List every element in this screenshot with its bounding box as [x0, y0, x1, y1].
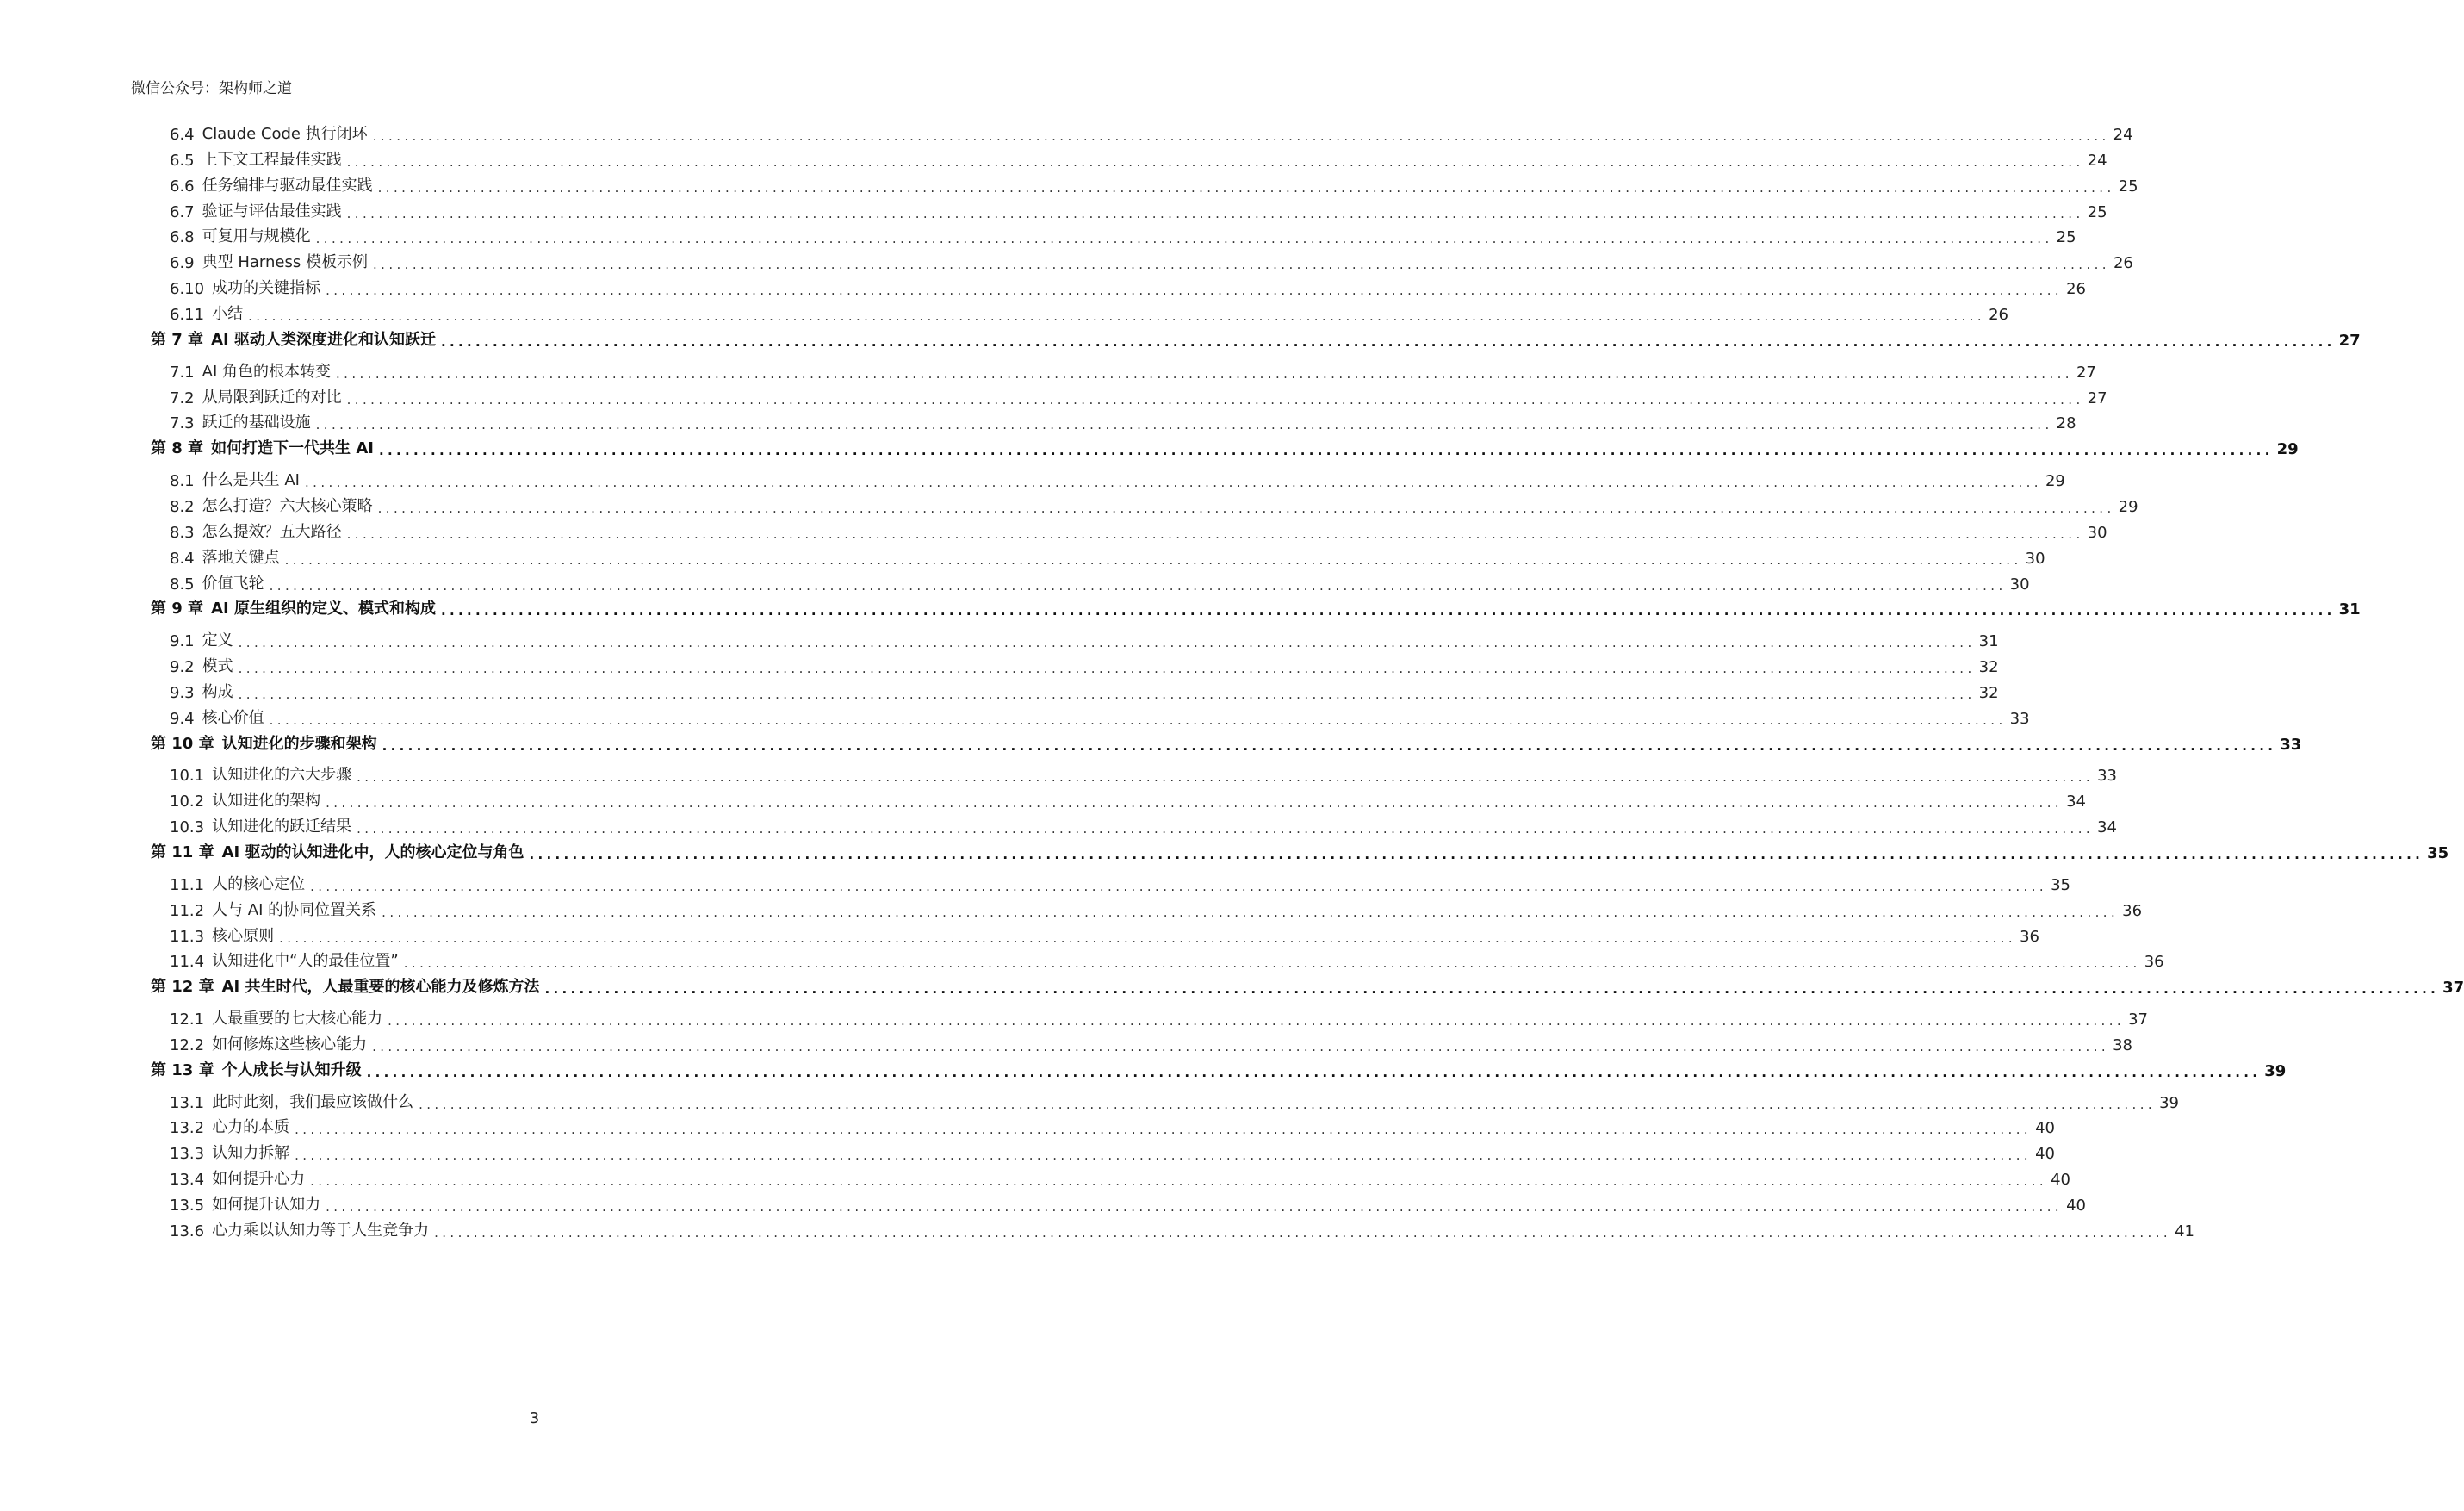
- toc-entry-title: Claude Code 执行闭环: [202, 125, 368, 143]
- toc-entry-title: 如何提升认知力: [212, 1196, 321, 1214]
- toc-section-entry[interactable]: [170, 785, 2086, 811]
- toc-entry-title: 怎么打造？六大核心策略: [202, 496, 373, 515]
- toc-section-entry[interactable]: [170, 221, 2076, 247]
- toc-dot-leader: ............................................................................................................................................................................................................................: [315, 417, 2053, 433]
- toc-entry-title: 从局限到跃迁的对比: [202, 388, 342, 407]
- toc-entry-title: 心力乘以认知力等于人生竞争力: [212, 1221, 430, 1240]
- toc-entry-title: 认知力拆解: [212, 1144, 290, 1163]
- toc-entry-page: 26: [1989, 306, 2008, 324]
- toc-dot-leader: ............................................................................................................................................................................................................................: [326, 1199, 2064, 1215]
- toc-dot-leader: ............................................................................................................................................................................................................................: [372, 128, 2110, 144]
- toc-section-entry[interactable]: [170, 490, 2138, 516]
- toc-entry-page: 36: [2020, 927, 2039, 946]
- toc-entry-page: 32: [1978, 658, 1999, 676]
- toc-entry-number: 11.1: [170, 875, 205, 894]
- toc-entry-title: 任务编排与驱动最佳实践: [202, 176, 373, 195]
- toc-entry-page: 37: [2128, 1010, 2148, 1029]
- toc-entry-number: 13.4: [170, 1171, 205, 1190]
- toc-entry-number: 9.3: [170, 683, 195, 702]
- page-number: 3: [529, 1409, 540, 1427]
- toc-entry-page: 27: [2338, 331, 2361, 350]
- toc-entry-title: 认知进化的架构: [212, 792, 321, 811]
- toc-entry-title: 可复用与规模化: [202, 227, 311, 246]
- toc-entry-title: 认知进化的步骤和架构: [221, 734, 377, 753]
- toc-entry-number: 8.1: [170, 472, 195, 491]
- toc-dot-leader: ............................................................................................................................................................................................................................: [382, 737, 2277, 754]
- toc-entry-page: 31: [1978, 632, 1999, 651]
- toc-entry-title: AI 驱动的认知进化中，人的核心定位与角色: [221, 843, 524, 861]
- toc-entry-number: 10.2: [170, 793, 205, 811]
- toc-section-entry[interactable]: [170, 407, 2076, 433]
- toc-entry-number: 9.4: [170, 709, 195, 728]
- toc-section-entry[interactable]: [170, 246, 2133, 273]
- toc-dot-leader: ............................................................................................................................................................................................................................: [269, 577, 2007, 594]
- toc-entry-number: 8.3: [170, 523, 195, 542]
- toc-entry-number: 7.1: [170, 363, 195, 382]
- toc-section-entry[interactable]: [170, 676, 1999, 702]
- toc-entry-title: 典型 Harness 模板示例: [202, 253, 368, 272]
- toc-entry-title: 个人成长与认知升级: [221, 1060, 362, 1079]
- toc-entry-page: 40: [2035, 1145, 2055, 1164]
- toc-entry-title: 跃迁的基础设施: [202, 414, 311, 432]
- toc-chapter-entry[interactable]: [151, 1054, 2287, 1080]
- toc-entry-title: AI 共生时代，人最重要的核心能力及修炼方法: [221, 978, 540, 997]
- toc-entry-number: 8.2: [170, 497, 195, 516]
- toc-dot-leader: ............................................................................................................................................................................................................................: [544, 981, 2440, 998]
- toc-entry-title: AI 角色的根本转变: [202, 362, 331, 381]
- toc-dot-leader: ............................................................................................................................................................................................................................: [269, 712, 2007, 728]
- toc-entry-title: 成功的关键指标: [212, 279, 321, 298]
- toc-entry-page: 36: [2122, 901, 2143, 920]
- toc-section-entry[interactable]: [170, 272, 2086, 299]
- toc-entry-number: 6.10: [170, 280, 205, 299]
- toc-section-entry[interactable]: [170, 170, 2138, 196]
- toc-section-entry[interactable]: [170, 1029, 2132, 1054]
- toc-entry-title: AI 驱动人类深度进化和认知跃迁: [211, 330, 436, 349]
- toc-chapter-entry[interactable]: [151, 971, 2464, 998]
- toc-entry-page: 36: [2144, 953, 2164, 972]
- toc-dot-leader: ............................................................................................................................................................................................................................: [346, 153, 2084, 170]
- toc-entry-page: 35: [2427, 844, 2449, 862]
- toc-entry-title: 定义: [202, 631, 233, 650]
- toc-section-entry[interactable]: [170, 811, 2117, 837]
- toc-entry-title: 人的核心定位: [212, 874, 306, 893]
- toc-section-entry[interactable]: [170, 542, 2045, 568]
- toc-section-entry[interactable]: [170, 568, 2030, 594]
- toc-section-entry[interactable]: [170, 356, 2096, 382]
- toc-entry-page: 29: [2118, 497, 2138, 516]
- toc-entry-page: 38: [2113, 1035, 2132, 1054]
- toc-entry-page: 29: [2276, 440, 2299, 459]
- toc-entry-page: 33: [2280, 735, 2302, 754]
- toc-entry-title: 核心价值: [202, 708, 264, 727]
- toc-entry-page: 24: [2087, 151, 2107, 170]
- toc-dot-leader: ............................................................................................................................................................................................................................: [346, 525, 2084, 542]
- toc-chapter-entry[interactable]: [151, 432, 2299, 459]
- toc-dot-leader: ............................................................................................................................................................................................................................: [346, 205, 2084, 221]
- toc-dot-leader: ............................................................................................................................................................................................................................: [248, 308, 1986, 324]
- toc-entry-number: 11.2: [170, 901, 205, 920]
- toc-entry-number: 10.1: [170, 767, 205, 786]
- toc-entry-number: 8.5: [170, 575, 195, 594]
- toc-entry-title: AI 原生组织的定义、模式和构成: [211, 600, 436, 619]
- toc-section-entry[interactable]: [170, 118, 2133, 144]
- toc-entry-number: 13.3: [170, 1145, 205, 1164]
- toc-section-entry[interactable]: [170, 516, 2107, 542]
- toc-dot-leader: ............................................................................................................................................................................................................................: [284, 551, 2022, 568]
- toc-entry-number: 13.2: [170, 1119, 205, 1138]
- toc-entry-page: 37: [2442, 979, 2464, 998]
- toc-dot-leader: ............................................................................................................................................................................................................................: [315, 231, 2053, 247]
- toc-dot-leader: ............................................................................................................................................................................................................................: [238, 686, 1976, 702]
- toc-dot-leader: ............................................................................................................................................................................................................................: [310, 1173, 2048, 1190]
- toc-dot-leader: ............................................................................................................................................................................................................................: [377, 500, 2115, 516]
- toc-entry-page: 35: [2051, 875, 2070, 894]
- toc-chapter-entry[interactable]: [151, 593, 2361, 619]
- toc-entry-title: 人最重要的七大核心能力: [212, 1010, 383, 1029]
- toc-dot-leader: ............................................................................................................................................................................................................................: [366, 1064, 2262, 1080]
- toc-entry-title: 验证与评估最佳实践: [202, 202, 342, 221]
- toc-dot-leader: ............................................................................................................................................................................................................................: [335, 365, 2073, 382]
- toc-entry-title: 认知进化中“人的最佳位置”: [212, 952, 399, 971]
- toc-entry-number: 6.8: [170, 228, 195, 247]
- toc-dot-leader: ............................................................................................................................................................................................................................: [529, 847, 2424, 862]
- toc-entry-number: 第 7 章: [151, 330, 204, 349]
- toc-entry-number: 第 13 章: [151, 1060, 214, 1079]
- toc-entry-page: 25: [2056, 228, 2076, 247]
- toc-entry-title: 如何提升心力: [212, 1170, 306, 1189]
- toc-dot-leader: ............................................................................................................................................................................................................................: [279, 930, 2017, 946]
- toc-dot-leader: ............................................................................................................................................................................................................................: [440, 603, 2336, 619]
- toc-dot-leader: ............................................................................................................................................................................................................................: [440, 333, 2336, 350]
- toc-entry-number: 第 10 章: [151, 734, 214, 753]
- toc-section-entry[interactable]: [170, 1215, 2194, 1241]
- toc-section-entry[interactable]: [170, 1137, 2055, 1164]
- toc-section-entry[interactable]: [170, 702, 2030, 728]
- toc-entry-number: 11.3: [170, 927, 205, 946]
- toc-entry-page: 24: [2113, 126, 2133, 144]
- toc-entry-number: 9.2: [170, 658, 195, 676]
- toc-entry-page: 27: [2076, 363, 2096, 382]
- toc-entry-number: 13.1: [170, 1093, 205, 1112]
- toc-entry-number: 第 9 章: [151, 600, 204, 619]
- toc-entry-page: 33: [2097, 767, 2117, 786]
- toc-section-entry[interactable]: [170, 1163, 2070, 1190]
- toc-dot-leader: ............................................................................................................................................................................................................................: [377, 179, 2115, 196]
- toc-entry-number: 6.5: [170, 151, 195, 170]
- toc-section-entry[interactable]: [170, 1003, 2148, 1029]
- toc-dot-leader: ............................................................................................................................................................................................................................: [326, 795, 2064, 811]
- toc-section-entry[interactable]: [170, 945, 2164, 972]
- toc-entry-page: 40: [2035, 1119, 2055, 1138]
- toc-dot-leader: ............................................................................................................................................................................................................................: [403, 955, 2141, 972]
- toc-dot-leader: ............................................................................................................................................................................................................................: [372, 1038, 2110, 1054]
- toc-entry-page: 25: [2087, 202, 2107, 221]
- toc-entry-page: 29: [2045, 472, 2065, 491]
- toc-entry-number: 6.9: [170, 254, 195, 273]
- toc-entry-number: 6.4: [170, 126, 195, 144]
- toc-entry-page: 28: [2056, 414, 2076, 433]
- toc-entry-number: 9.1: [170, 632, 195, 651]
- toc-entry-title: 心力的本质: [212, 1118, 290, 1137]
- toc-section-entry[interactable]: [170, 894, 2143, 920]
- toc-entry-number: 8.4: [170, 549, 195, 568]
- toc-entry-number: 7.2: [170, 389, 195, 407]
- toc-entry-number: 6.7: [170, 202, 195, 221]
- toc-dot-leader: ............................................................................................................................................................................................................................: [434, 1224, 2172, 1241]
- toc-entry-title: 如何打造下一代共生 AI: [211, 439, 374, 458]
- toc-dot-leader: ............................................................................................................................................................................................................................: [346, 391, 2084, 407]
- toc-entry-page: 30: [2087, 523, 2107, 542]
- toc-section-entry[interactable]: [170, 382, 2107, 407]
- toc-entry-page: 39: [2159, 1093, 2179, 1112]
- toc-entry-page: 26: [2066, 280, 2086, 299]
- toc-dot-leader: ............................................................................................................................................................................................................................: [304, 475, 2042, 491]
- toc-entry-page: 30: [2009, 575, 2030, 594]
- toc-dot-leader: ............................................................................................................................................................................................................................: [382, 904, 2120, 920]
- toc-entry-page: 25: [2118, 177, 2138, 196]
- toc-entry-number: 13.6: [170, 1222, 205, 1241]
- toc-dot-leader: ............................................................................................................................................................................................................................: [388, 1013, 2126, 1029]
- toc-dot-leader: ............................................................................................................................................................................................................................: [295, 1122, 2033, 1138]
- toc-chapter-entry[interactable]: [151, 324, 2361, 350]
- toc-entry-page: 34: [2097, 818, 2117, 837]
- toc-entry-title: 价值飞轮: [202, 574, 264, 593]
- toc-entry-page: 33: [2009, 709, 2030, 728]
- toc-entry-number: 6.11: [170, 306, 205, 324]
- toc-entry-page: 40: [2051, 1171, 2070, 1190]
- toc-dot-leader: ............................................................................................................................................................................................................................: [310, 878, 2048, 894]
- toc-entry-page: 41: [2175, 1222, 2194, 1241]
- toc-entry-number: 11.4: [170, 953, 205, 972]
- toc-section-entry[interactable]: [170, 1111, 2055, 1138]
- toc-dot-leader: ............................................................................................................................................................................................................................: [326, 283, 2064, 299]
- toc-section-entry[interactable]: [170, 650, 1999, 676]
- toc-entry-number: 6.6: [170, 177, 195, 196]
- toc-section-entry[interactable]: [170, 144, 2107, 170]
- toc-dot-leader: ............................................................................................................................................................................................................................: [372, 257, 2110, 273]
- toc-dot-leader: ............................................................................................................................................................................................................................: [238, 635, 1976, 651]
- toc-entry-page: 26: [2113, 254, 2133, 273]
- toc-entry-title: 模式: [202, 657, 233, 675]
- toc-entry-page: 34: [2066, 793, 2086, 811]
- toc-dot-leader: ............................................................................................................................................................................................................................: [378, 443, 2274, 459]
- toc-entry-page: 40: [2066, 1197, 2086, 1215]
- toc-section-entry[interactable]: [170, 868, 2070, 894]
- toc-entry-number: 12.1: [170, 1010, 205, 1029]
- toc-entry-title: 如何修炼这些核心能力: [212, 1035, 368, 1054]
- toc-entry-number: 第 11 章: [151, 843, 214, 861]
- toc-dot-leader: ............................................................................................................................................................................................................................: [419, 1096, 2157, 1112]
- toc-entry-number: 第 8 章: [151, 439, 204, 458]
- toc-entry-number: 10.3: [170, 818, 205, 837]
- running-header: 微信公众号：架构师之道: [131, 80, 292, 97]
- toc-section-entry[interactable]: [170, 759, 2117, 786]
- toc-section-entry[interactable]: [170, 1086, 2179, 1112]
- toc-section-entry[interactable]: [170, 1189, 2086, 1215]
- toc-entry-number: 13.5: [170, 1197, 205, 1215]
- toc-section-entry[interactable]: [170, 464, 2065, 491]
- toc-section-entry[interactable]: [170, 920, 2039, 946]
- toc-entry-title: 什么是共生 AI: [202, 471, 300, 490]
- toc-entry-page: 32: [1978, 683, 1999, 702]
- toc-entry-number: 第 12 章: [151, 978, 214, 997]
- toc-dot-leader: ............................................................................................................................................................................................................................: [357, 821, 2095, 837]
- toc-section-entry[interactable]: [170, 196, 2107, 221]
- toc-entry-title: 认知进化的跃迁结果: [212, 818, 352, 836]
- toc-entry-number: 7.3: [170, 414, 195, 433]
- toc-dot-leader: ............................................................................................................................................................................................................................: [295, 1147, 2033, 1164]
- toc-entry-title: 落地关键点: [202, 548, 280, 567]
- toc-entry-page: 31: [2338, 600, 2361, 619]
- toc-entry-number: 12.2: [170, 1035, 205, 1054]
- toc-entry-title: 核心原则: [212, 926, 275, 945]
- toc-section-entry[interactable]: [170, 625, 1999, 651]
- toc-entry-title: 上下文工程最佳实践: [202, 150, 342, 169]
- toc-dot-leader: ............................................................................................................................................................................................................................: [238, 661, 1976, 676]
- toc-entry-page: 39: [2264, 1061, 2287, 1080]
- toc-chapter-entry[interactable]: [151, 728, 2302, 754]
- toc-chapter-entry[interactable]: [151, 836, 2449, 862]
- toc-entry-title: 怎么提效？五大路径: [202, 522, 342, 541]
- toc-entry-title: 此时此刻，我们最应该做什么: [212, 1092, 414, 1111]
- toc-entry-title: 人与 AI 的协同位置关系: [212, 900, 377, 919]
- toc-entry-title: 小结: [212, 305, 244, 323]
- toc-section-entry[interactable]: [170, 298, 2008, 324]
- toc-entry-page: 27: [2087, 389, 2107, 407]
- toc-dot-leader: ............................................................................................................................................................................................................................: [357, 769, 2095, 786]
- toc-entry-title: 构成: [202, 682, 233, 701]
- toc-entry-page: 30: [2025, 549, 2045, 568]
- toc-entry-title: 认知进化的六大步骤: [212, 766, 352, 785]
